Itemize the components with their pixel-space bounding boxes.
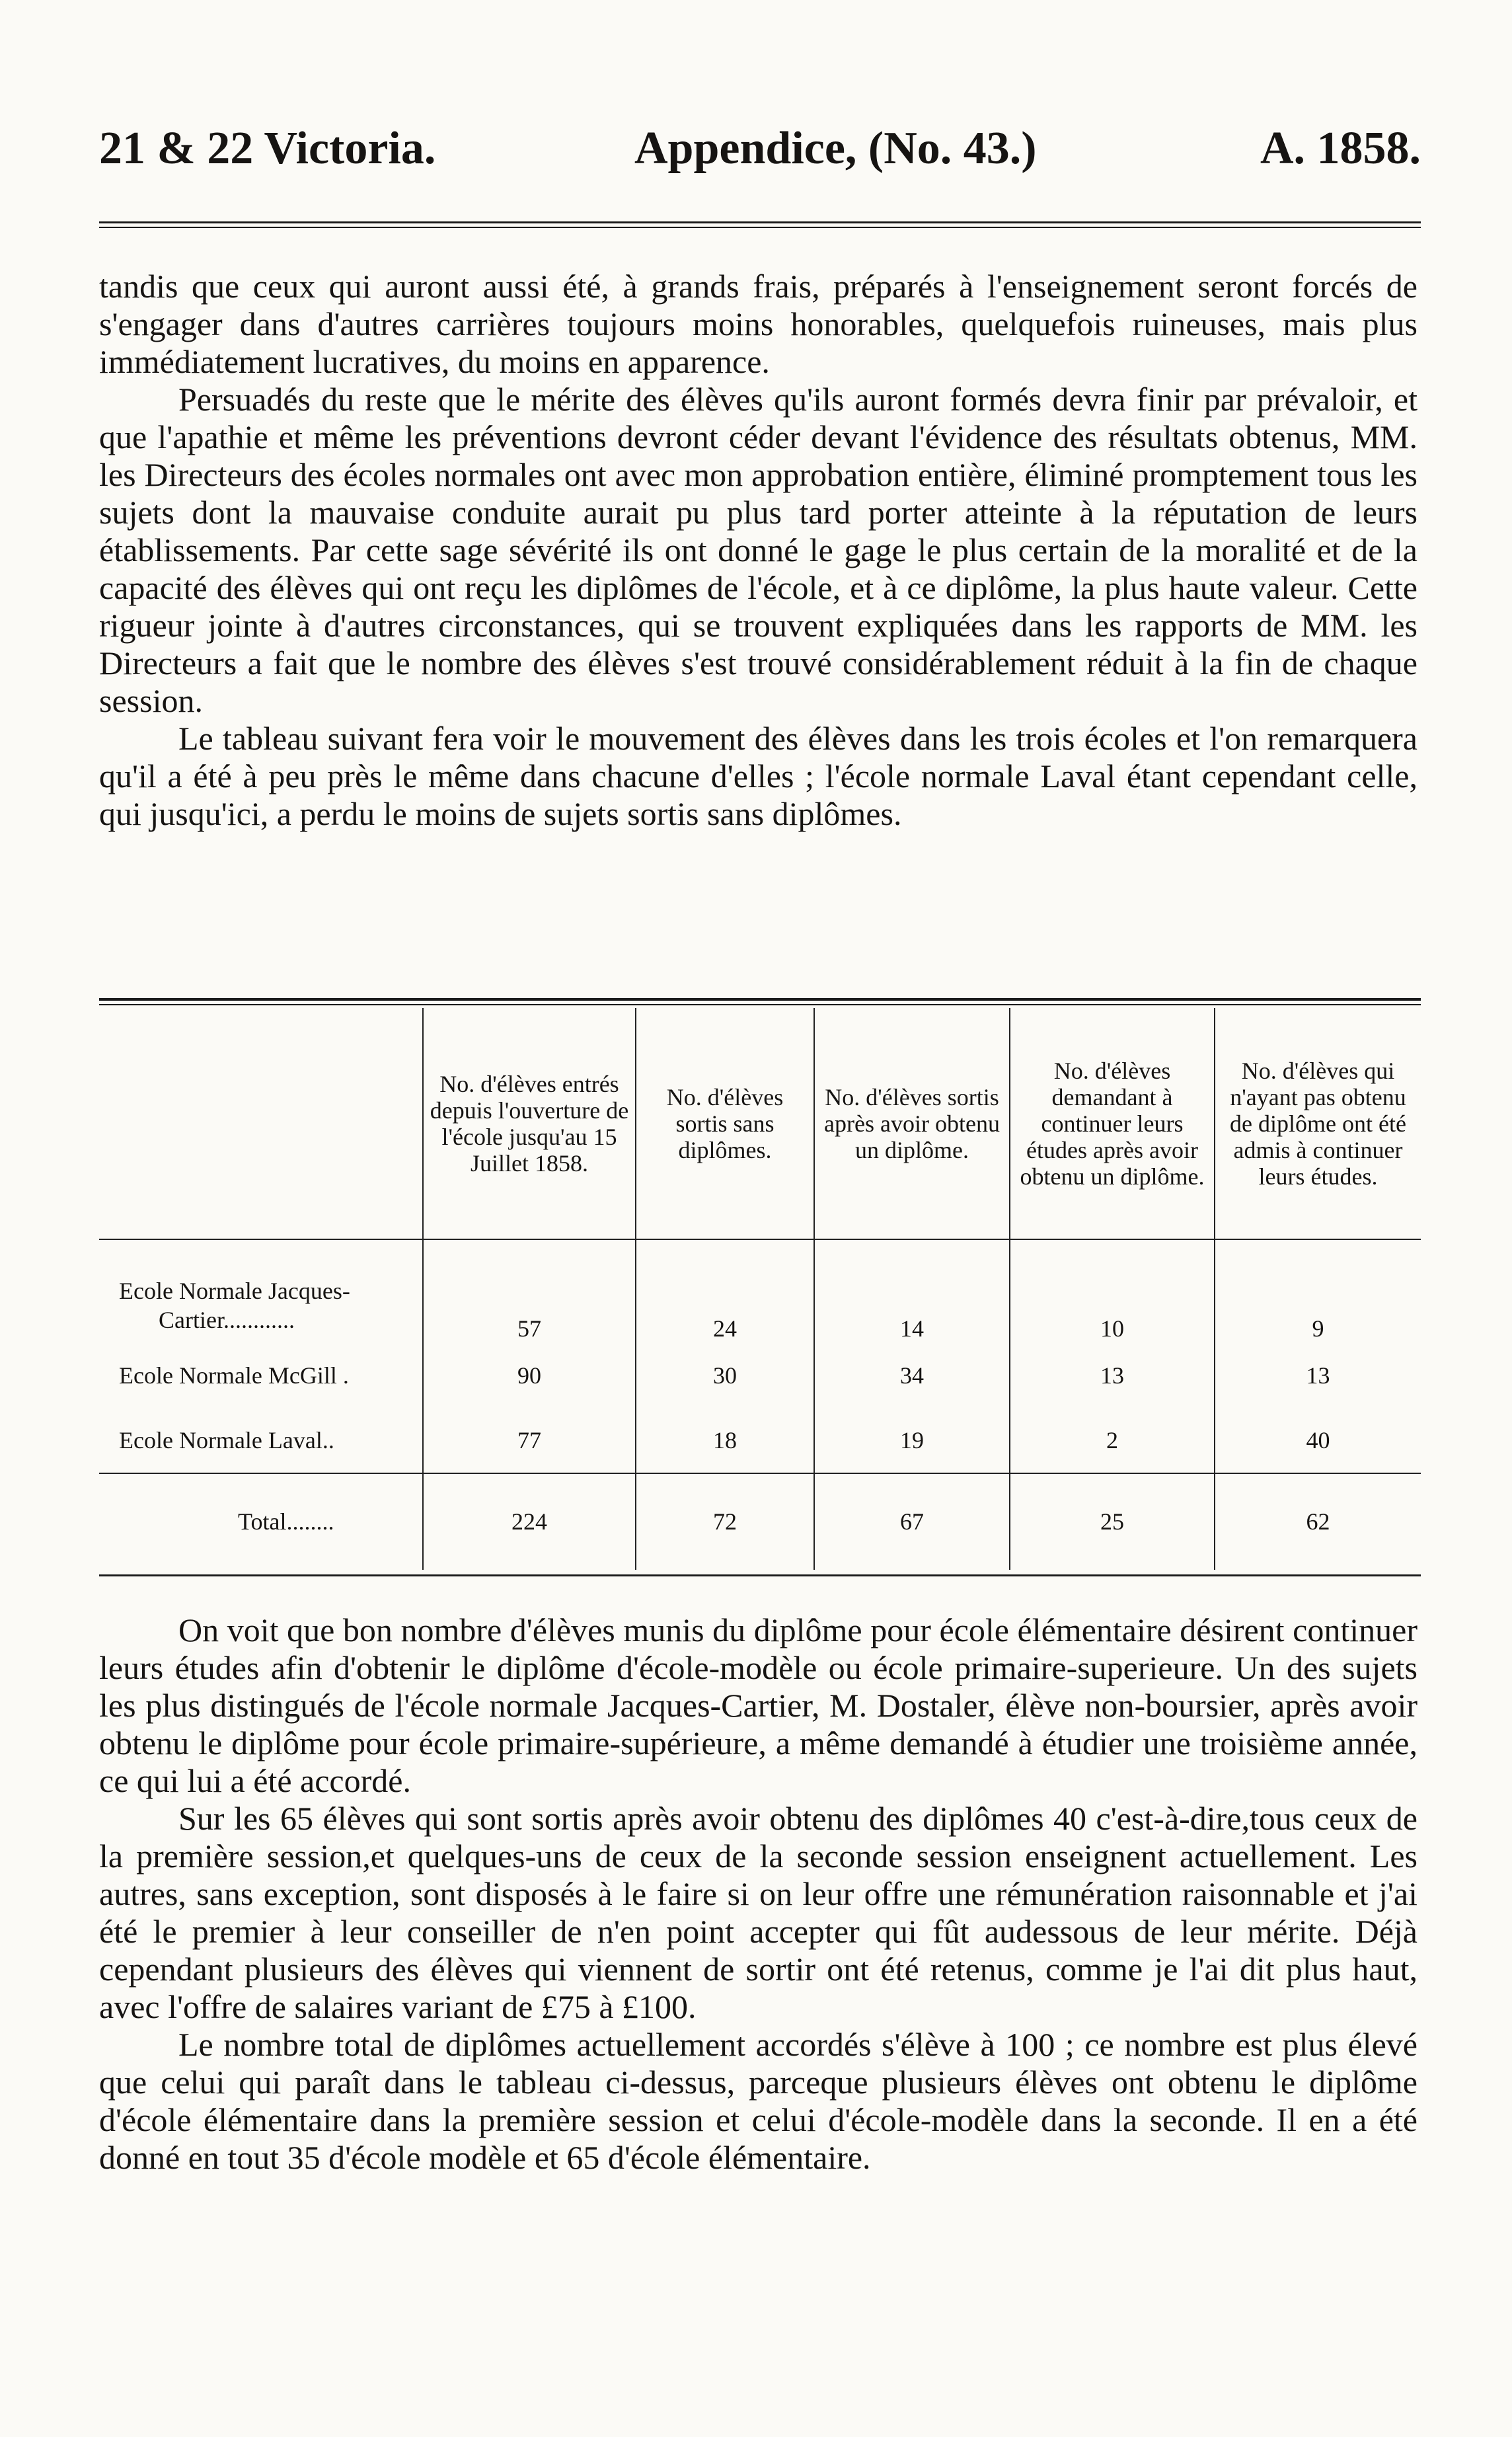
table-header-stub	[99, 1008, 423, 1239]
table-header-continuing: No. d'élèves demandant à continuer leurs études après avoir obtenu un diplôme.	[1010, 1008, 1215, 1239]
table-total-cell: 25	[1010, 1473, 1215, 1570]
table-cell: 77	[423, 1408, 636, 1473]
header-year: A. 1858.	[1260, 123, 1421, 174]
row-label-jacques-cartier: Ecole Normale Jacques- Cartier............	[119, 1277, 350, 1333]
table-cell: 90	[423, 1343, 636, 1409]
table-cell: 18	[636, 1408, 814, 1473]
table-cell: 30	[636, 1343, 814, 1409]
header-appendix: Appendice, (No. 43.)	[634, 123, 1037, 174]
table-header-row	[99, 1008, 1421, 1239]
table-total-cell: 67	[814, 1473, 1010, 1570]
body-text-top	[99, 268, 1418, 833]
table-total-cell: 62	[1215, 1473, 1421, 1570]
table-rule-bottom	[99, 1574, 1421, 1576]
table-cell: 19	[814, 1408, 1010, 1473]
paragraph: Sur les 65 élèves qui sont sortis après avoir obtenu des diplômes 40 c'est-à-dire,tous ceux de la première session,et quelques-uns de ceux de la seconde session enseignent actuellement. Les autres, sans exception, sont disposés à le faire si on leur offre une rémunération raisonnable et j'ai été le premier à leur conseiller de n'en point accepter qui fût audessous de leur mérite. Déjà cependant plusieurs des élèves qui viennent de sortir ont été retenus, comme je l'ai dit plus haut, avec l'offre de salaires variant de £75 à £100.	[99, 1800, 1418, 2025]
header-session: 21 & 22 Victoria.	[99, 123, 436, 174]
table-total-cell: 224	[423, 1473, 636, 1570]
table-header-admitted-without-diploma: No. d'élèves qui n'ayant pas obtenu de diplôme ont été admis à continuer leurs études.	[1215, 1008, 1421, 1239]
table-cell: 24	[636, 1268, 814, 1343]
paragraph: Le nombre total de diplômes actuellement accordés s'élève à 100 ; ce nombre est plus élevé que celui qui paraît dans le tableau ci-dessus, parceque plusieurs élèves ont obtenu le diplôme d'école élémentaire dans la première session et celui d'école-modèle dans la seconde. Il en a été donné en tout 35 d'école modèle et 65 d'école élémentaire.	[99, 2026, 1418, 2176]
table-row	[99, 1343, 1421, 1409]
header-rule-bottom	[99, 227, 1421, 228]
table-cell: 13	[1010, 1343, 1215, 1409]
body-text-bottom	[99, 1611, 1418, 2177]
table-total-cell: 72	[636, 1473, 814, 1570]
table-total-row	[99, 1473, 1421, 1570]
table-cell: 9	[1215, 1268, 1421, 1343]
table-header-entered: No. d'élèves entrés depuis l'ouverture de l'école jusqu'au 15 Juillet 1858.	[423, 1008, 636, 1239]
table-row	[99, 1268, 1421, 1343]
table-cell: 13	[1215, 1343, 1421, 1409]
table-header-left-without-diploma: No. d'élèves sortis sans diplômes.	[636, 1008, 814, 1239]
header-rule-top	[99, 221, 1421, 223]
table-header-left-with-diploma: No. d'élèves sortis après avoir obtenu un diplôme.	[814, 1008, 1010, 1239]
row-label-laval: Ecole Normale Laval..	[119, 1426, 334, 1453]
table-cell: 10	[1010, 1268, 1215, 1343]
statistics-table	[99, 1008, 1421, 1570]
paragraph: On voit que bon nombre d'élèves munis du diplôme pour école élémentaire désirent continuer leurs études afin d'obtenir le diplôme d'école-modèle ou école primaire-superieure. Un des sujets les plus distingués de l'école normale Jacques-Cartier, M. Dostaler, élève non-boursier, après avoir obtenu le diplôme pour école primaire-supérieure, a même demandé à étudier une troisième année, ce qui lui a été accordé.	[99, 1611, 1418, 1799]
paragraph: Persuadés du reste que le mérite des élèves qu'ils auront formés devra finir par prévaloir, et que l'apathie et même les préventions devront céder devant l'évidence des résultats obtenus, MM. les Directeurs des écoles normales ont avec mon approbation entière, éliminé promptement tous les sujets dont la mauvaise conduite aurait pu plus tard porter atteinte à la réputation de leurs établissements. Par cette sage sévérité ils ont donné le gage le plus certain de la moralité et de la capacité des élèves qui ont reçu les diplômes de l'école, et à ce diplôme, la plus haute valeur. Cette rigueur jointe à d'autres circonstances, qui se trouvent expliquées dans les rapports de MM. les Directeurs a fait que le nombre des élèves s'est trouvé considérablement réduit à la fin de chaque session.	[99, 381, 1418, 719]
row-label-mcgill: Ecole Normale McGill .	[119, 1362, 349, 1389]
table-rule-top	[99, 998, 1421, 1001]
table-row	[99, 1408, 1421, 1473]
table-cell: 34	[814, 1343, 1010, 1409]
page-header	[99, 119, 1421, 178]
table-rule-top-thin	[99, 1004, 1421, 1005]
table-cell: 14	[814, 1268, 1010, 1343]
table-cell: 57	[423, 1268, 636, 1343]
table-spacer	[99, 1239, 1421, 1268]
table-cell: 40	[1215, 1408, 1421, 1473]
row-label-total: Total........	[99, 1473, 423, 1570]
paragraph: Le tableau suivant fera voir le mouvement des élèves dans les trois écoles et l'on remarquera qu'il a été à peu près le même dans chacune d'elles ; l'école normale Laval étant cependant celle, qui jusqu'ici, a perdu le moins de sujets sortis sans diplômes.	[99, 720, 1418, 832]
paragraph: tandis que ceux qui auront aussi été, à grands frais, préparés à l'enseignement seront forcés de s'engager dans d'autres carrières toujours moins honorables, quelquefois ruineuses, mais plus immédiatement lucratives, du moins en apparence.	[99, 268, 1418, 380]
table-cell: 2	[1010, 1408, 1215, 1473]
